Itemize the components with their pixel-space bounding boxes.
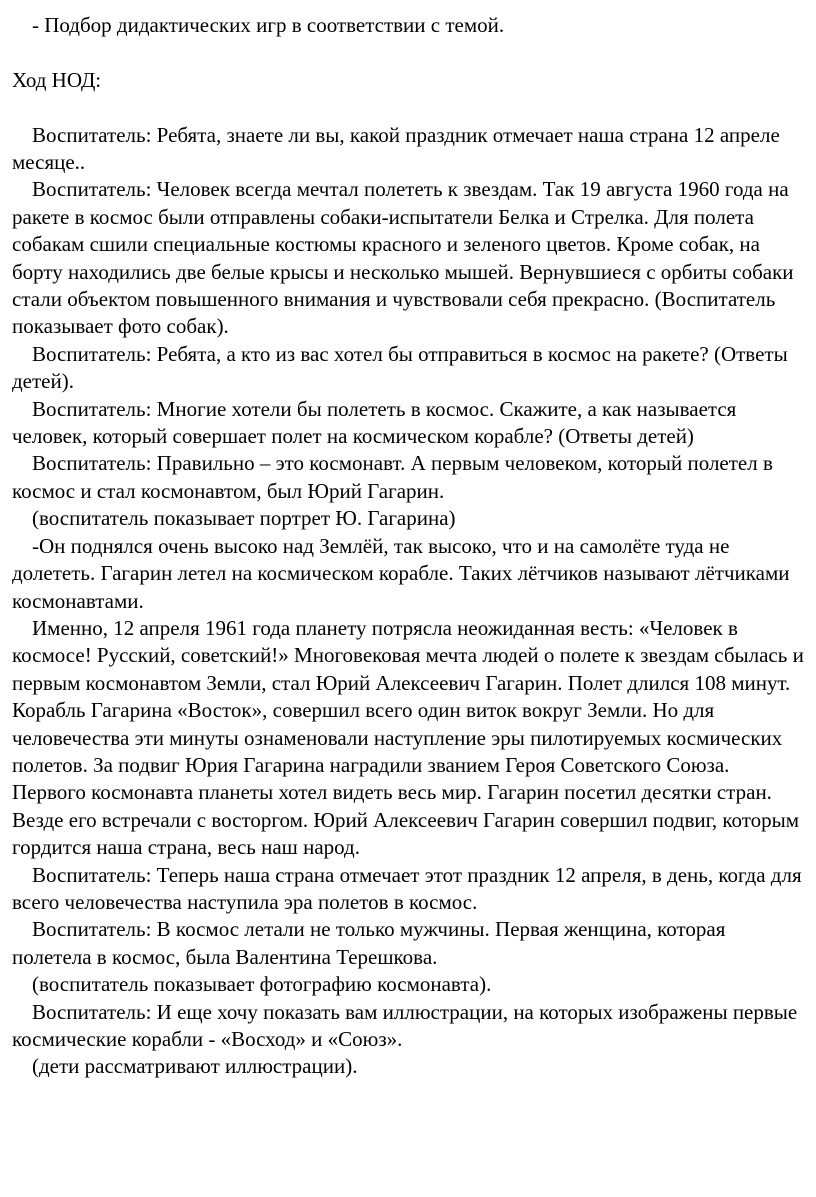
paragraph: Воспитатель: Правильно – это космонавт. А первым человеком, который полетел в космос и стал космонавтом, был Юрий Гагарин. [12,451,773,503]
paragraph: Именно, 12 апреля 1961 года планету потрясла неожиданная весть: «Человек в космосе! Русский, советский!» Многовековая мечта людей о полете к звездам сбылась и первым космонавтом Земли, стал Юрий Алексеевич Гагарин. Полет длился 108 минут. Корабль Гагарина «Восток», совершил всего один виток вокруг Земли. Но для человечества эти минуты ознаменовали наступление эры пилотируемых космических полетов. За подвиг Юрия Гагарина наградили званием Героя Советского Союза. Первого космонавта планеты хотел видеть весь мир. Гагарин посетил десятки стран. Везде его встречали с восторгом. Юрий Алексеевич Гагарин совершил подвиг, которым гордится наша страна, весь наш народ. [12,615,804,860]
paragraph: (воспитатель показывает фотографию космонавта). [32,972,492,997]
paragraph: Воспитатель: Ребята, знаете ли вы, какой праздник отмечает наша страна 12 апреле месяце.. [12,122,780,174]
paragraph: (воспитатель показывает портрет Ю. Гагарина) [32,506,456,531]
paragraph: Воспитатель: Теперь наша страна отмечает этот праздник 12 апреля, в день, когда для всего человечества наступила эра полетов в космос. [12,862,802,914]
paragraph: -Он поднялся очень высоко над Землёй, так высоко, что и на самолёте туда не долететь. Гагарин летел на космическом корабле. Таких лётчиков называют лётчиками космонавтами. [12,533,790,613]
paragraph-didactic-games: - Подбор дидактических игр в соответствии с темой. [32,13,505,37]
heading-course-of-lesson: Ход НОД: [12,67,102,92]
paragraph: Воспитатель: Ребята, а кто из вас хотел бы отправиться в космос на ракете? (Ответы детей). [12,341,788,394]
paragraph: Воспитатель: В космос летали не только мужчины. Первая женщина, которая полетела в космос, была Валентина Терешкова. [12,917,726,969]
paragraph: Воспитатель: Человек всегда мечтал полететь к звездам. Так 19 августа 1960 года на ракете в космос были отправлены собаки-испытатели Белка и Стрелка. Для полета собакам сшили специальные костюмы красного и зеленого цветов. Кроме собак, на борту находились две белые крысы и несколько мышей. Вернувшиеся с орбиты собаки стали объектом повышенного внимания и чувствовали себя прекрасно. (Воспитатель показывает фото собак). [12,177,794,339]
paragraph: Воспитатель: Многие хотели бы полететь в космос. Скажите, а как называется человек, который совершает полет на космическом корабле? (Ответы детей) [12,396,737,449]
paragraph: (дети рассматривают иллюстрации). [32,1054,358,1079]
paragraph: Воспитатель: И еще хочу показать вам иллюстрации, на которых изображены первые космические корабли - «Восход» и «Союз». [12,999,798,1051]
